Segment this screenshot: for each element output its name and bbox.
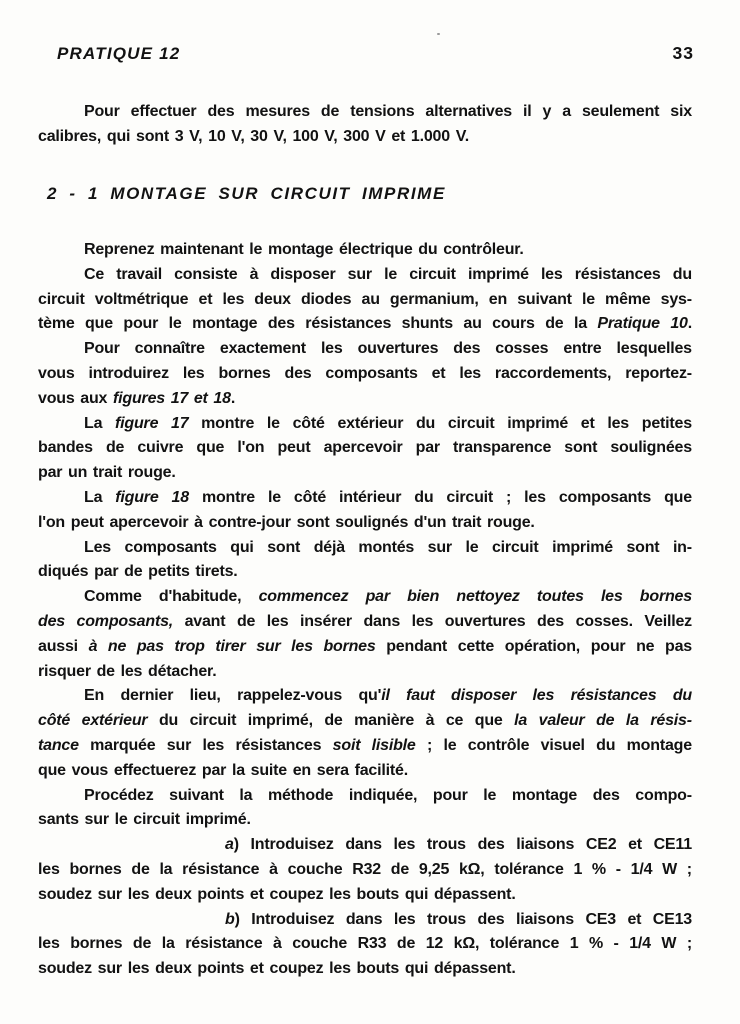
running-header-title: PRATIQUE 12 bbox=[57, 44, 181, 63]
text-line: Procédez suivant la méthode indiquée, pour le montage des compo- bbox=[84, 786, 692, 804]
text-line: les bornes de la résistance à couche R32 de 9,25 kΩ, tolérance 1 % - 1/4 W ; bbox=[38, 860, 692, 878]
text-line: aussi à ne pas trop tirer sur les bornes pendant cette opération, pour ne pas bbox=[38, 637, 692, 655]
text-line: bandes de cuivre que l'on peut apercevoir par transparence sont soulignées bbox=[38, 439, 692, 457]
text-line: risquer de les détacher. bbox=[38, 662, 217, 680]
text-line: b) Introduisez dans les trous des liaisons CE3 et CE13 bbox=[225, 910, 692, 928]
text-line: La figure 18 montre le côté intérieur du circuit ; les composants que bbox=[84, 488, 692, 506]
text-line: les bornes de la résistance à couche R33 de 12 kΩ, tolérance 1 % - 1/4 W ; bbox=[38, 935, 692, 953]
text-line: a) Introduisez dans les trous des liaisons CE2 et CE11 bbox=[225, 836, 692, 854]
text-line: calibres, qui sont 3 V, 10 V, 30 V, 100 V, 300 V et 1.000 V. bbox=[38, 127, 469, 145]
text-line: côté extérieur du circuit imprimé, de manière à ce que la valeur de la résis- bbox=[38, 712, 692, 730]
text-line: Comme d'habitude, commencez par bien nettoyez toutes les bornes bbox=[84, 588, 692, 606]
text-line: l'on peut apercevoir à contre-jour sont soulignés d'un trait rouge. bbox=[38, 513, 535, 531]
text-line: circuit voltmétrique et les deux diodes au germanium, en suivant le même sys- bbox=[38, 290, 692, 308]
scan-speck bbox=[437, 33, 440, 35]
text-line: Ce travail consiste à disposer sur le circuit imprimé les résistances du bbox=[84, 265, 692, 283]
text-line: tème que pour le montage des résistances shunts au cours de la Pratique 10. bbox=[38, 315, 692, 333]
text-line: Pour connaître exactement les ouvertures des cosses entre lesquelles bbox=[84, 340, 692, 358]
text-line: tance marquée sur les résistances soit lisible ; le contrôle visuel du montage bbox=[38, 736, 692, 754]
page-number: 33 bbox=[672, 43, 694, 63]
intro-paragraph bbox=[38, 100, 692, 150]
body-text bbox=[38, 238, 692, 982]
text-line: Pour effectuer des mesures de tensions alternatives il y a seulement six bbox=[84, 103, 692, 120]
text-line: Reprenez maintenant le montage électrique du contrôleur. bbox=[84, 241, 524, 258]
text-line: vous aux figures 17 et 18. bbox=[38, 389, 236, 407]
section-heading: 2 - 1 MONTAGE SUR CIRCUIT IMPRIME bbox=[47, 184, 446, 203]
text-line: diqués par de petits tirets. bbox=[38, 563, 238, 581]
text-line: par un trait rouge. bbox=[38, 464, 176, 482]
text-line: En dernier lieu, rappelez-vous qu'il faut disposer les résistances du bbox=[84, 687, 692, 705]
text-line: Les composants qui sont déjà montés sur le circuit imprimé sont in- bbox=[84, 538, 692, 556]
text-line: soudez sur les deux points et coupez les bouts qui dépassent. bbox=[38, 960, 516, 978]
text-line: que vous effectuerez par la suite en sera facilité. bbox=[38, 761, 408, 779]
text-line: soudez sur les deux points et coupez les bouts qui dépassent. bbox=[38, 885, 516, 903]
text-line: des composants, avant de les insérer dans les ouvertures des cosses. Veillez bbox=[38, 612, 692, 630]
text-line: vous introduirez les bornes des composants et les raccordements, reportez- bbox=[38, 364, 692, 382]
text-line: La figure 17 montre le côté extérieur du circuit imprimé et les petites bbox=[84, 414, 692, 432]
text-line: sants sur le circuit imprimé. bbox=[38, 811, 251, 829]
